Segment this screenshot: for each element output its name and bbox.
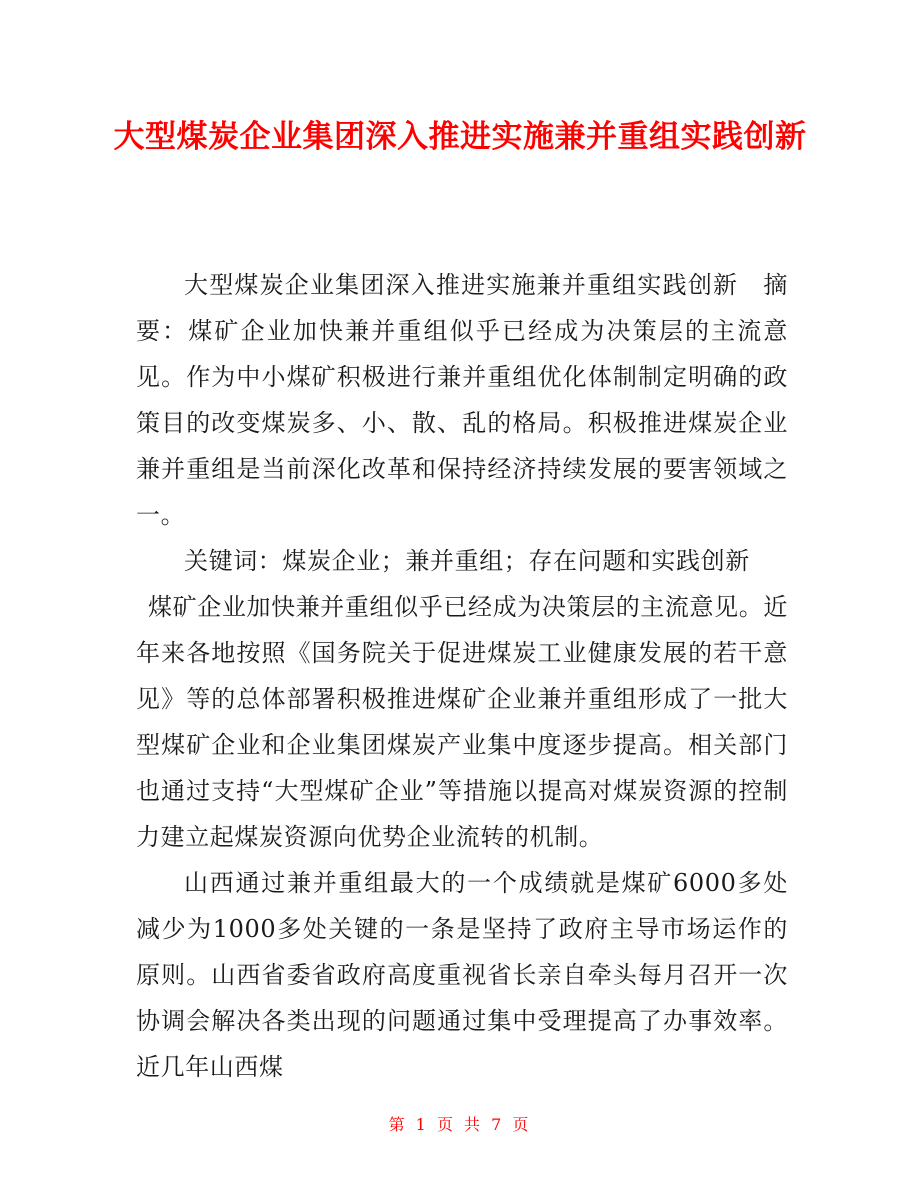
body-paragraph: 煤矿企业加快兼并重组似乎已经成为决策层的主流意见。近年来各地按照《国务院关于促进煤炭工业健康发展的若干意见》等的总体部署积极推进煤矿企业兼并重组形成了一批大型煤矿企业和企业集团煤炭产业集中度逐步提高。相关部门也通过支持“大型煤矿企业”等措施以提高对煤炭资源的控制力建立起煤炭资源向优势企业流转的机制。 — [136, 593, 788, 851]
keywords-paragraph: 关键词：煤炭企业；兼并重组；存在问题和实践创新 — [184, 547, 750, 575]
body-paragraph: 山西通过兼并重组最大的一个成绩就是煤矿6000多处减少为1000多处关键的一条是坚持了政府主导市场运作的原则。山西省委省政府高度重视省长亲自牵头每月召开一次协调会解决各类出现的问题通过集中受理提高了办事效率。近几年山西煤 — [136, 869, 788, 1081]
document-body — [136, 262, 788, 1090]
page-number-footer: 第 1 页 共 7 页 — [388, 1115, 532, 1134]
document-title: 大型煤炭企业集团深入推进实施兼并重组实践创新 — [113, 119, 807, 155]
abstract-paragraph: 大型煤炭企业集团深入推进实施兼并重组实践创新 摘要：煤矿企业加快兼并重组似乎已经成为决策层的主流意见。作为中小煤矿积极进行兼并重组优化体制制定明确的政策目的改变煤炭多、小、散、乱的格局。积极推进煤炭企业兼并重组是当前深化改革和保持经济持续发展的要害领域之一。 — [136, 271, 788, 529]
